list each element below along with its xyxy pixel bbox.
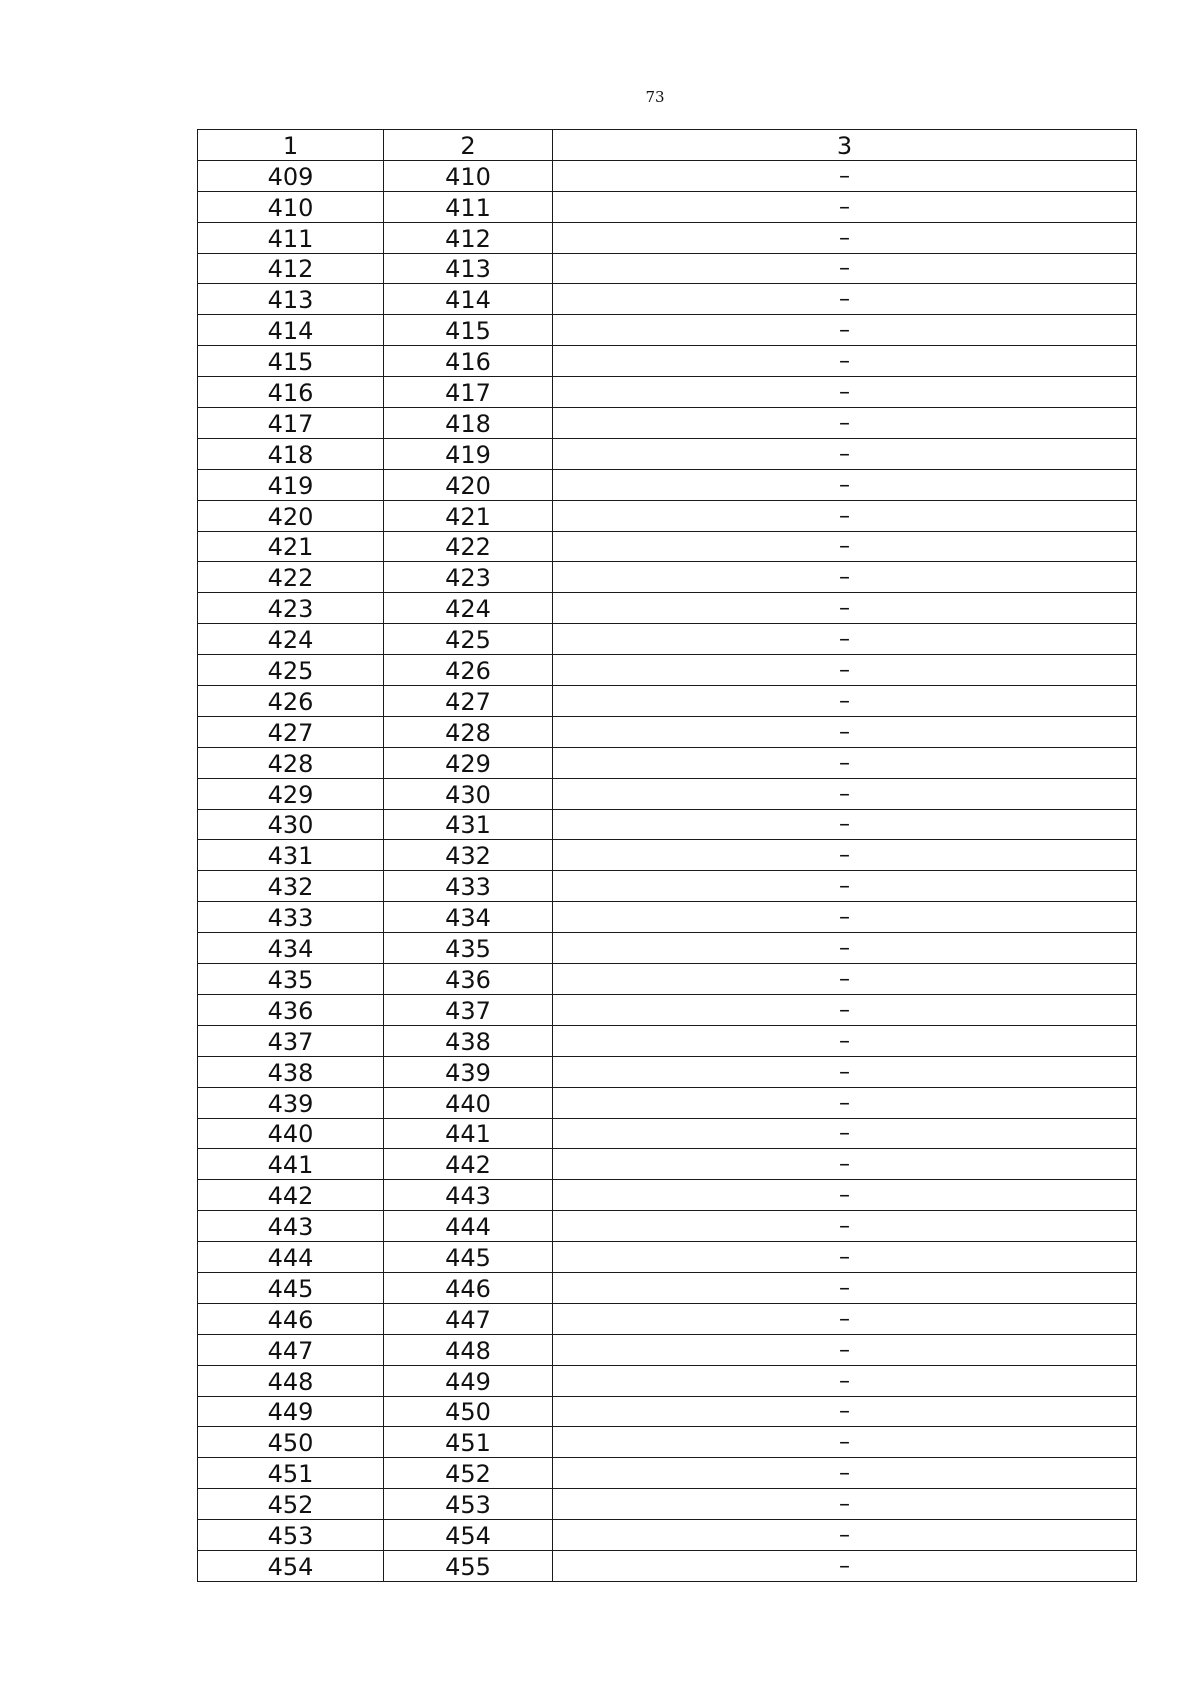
table-cell-col2: 448 [384, 1334, 553, 1365]
table-cell-col3: – [553, 593, 1137, 624]
table-cell-col3: – [553, 1056, 1137, 1087]
table-cell-col3: – [553, 655, 1137, 686]
table-cell-col3: – [553, 1272, 1137, 1303]
table-cell-col1: 448 [198, 1365, 384, 1396]
table-cell-col2: 438 [384, 1025, 553, 1056]
table-cell-col1: 412 [198, 253, 384, 284]
table-cell-col1: 444 [198, 1242, 384, 1273]
table-cell-col2: 449 [384, 1365, 553, 1396]
table-cell-col1: 441 [198, 1149, 384, 1180]
table-cell-col3: – [553, 1118, 1137, 1149]
table-cell-col3: – [553, 438, 1137, 469]
table-row [198, 840, 1137, 871]
table-cell-col3: – [553, 964, 1137, 995]
document-table [197, 129, 1137, 1582]
table-cell-col1: 440 [198, 1118, 384, 1149]
table-cell-col3: – [553, 160, 1137, 191]
table-cell-col1: 430 [198, 809, 384, 840]
table-cell-col1: 433 [198, 902, 384, 933]
table-cell-col1: 418 [198, 438, 384, 469]
table-row [198, 1242, 1137, 1273]
table-cell-col3: – [553, 1242, 1137, 1273]
table-cell-col2: 421 [384, 500, 553, 531]
table-cell-col1: 416 [198, 377, 384, 408]
table-row [198, 1365, 1137, 1396]
table-row [198, 253, 1137, 284]
table-cell-col1: 419 [198, 469, 384, 500]
table-row [198, 902, 1137, 933]
table-row [198, 933, 1137, 964]
table-cell-col3: – [553, 716, 1137, 747]
table-cell-col1: 415 [198, 346, 384, 377]
table-cell-col2: 445 [384, 1242, 553, 1273]
table-cell-col1: 445 [198, 1272, 384, 1303]
table-cell-col1: 450 [198, 1427, 384, 1458]
table-row [198, 1118, 1137, 1149]
table-row [198, 500, 1137, 531]
table-cell-col3: – [553, 933, 1137, 964]
table-cell-col2: 442 [384, 1149, 553, 1180]
table-row [198, 778, 1137, 809]
table-cell-col1: 453 [198, 1520, 384, 1551]
table-cell-col3: – [553, 1180, 1137, 1211]
column-header-3: 3 [553, 130, 1137, 161]
table-row [198, 1427, 1137, 1458]
table-cell-col3: – [553, 1303, 1137, 1334]
table-cell-col1: 434 [198, 933, 384, 964]
table-cell-col2: 420 [384, 469, 553, 500]
table-cell-col3: – [553, 1550, 1137, 1581]
table-cell-col3: – [553, 469, 1137, 500]
table-cell-col1: 427 [198, 716, 384, 747]
table-row [198, 1303, 1137, 1334]
table-cell-col3: – [553, 191, 1137, 222]
table-cell-col2: 432 [384, 840, 553, 871]
table-cell-col2: 446 [384, 1272, 553, 1303]
table-cell-col3: – [553, 1458, 1137, 1489]
table-cell-col2: 412 [384, 222, 553, 253]
table-cell-col1: 423 [198, 593, 384, 624]
table-cell-col2: 437 [384, 994, 553, 1025]
table-row [198, 655, 1137, 686]
table-cell-col1: 417 [198, 408, 384, 439]
table-cell-col2: 451 [384, 1427, 553, 1458]
table-cell-col2: 415 [384, 315, 553, 346]
table-cell-col1: 425 [198, 655, 384, 686]
table-cell-col2: 453 [384, 1489, 553, 1520]
table-cell-col3: – [553, 346, 1137, 377]
table-cell-col1: 454 [198, 1550, 384, 1581]
table-cell-col3: – [553, 747, 1137, 778]
table-row [198, 593, 1137, 624]
table-cell-col3: – [553, 809, 1137, 840]
table-cell-col1: 435 [198, 964, 384, 995]
table-cell-col1: 414 [198, 315, 384, 346]
table-cell-col3: – [553, 1087, 1137, 1118]
table-cell-col3: – [553, 778, 1137, 809]
table-cell-col3: – [553, 624, 1137, 655]
table-cell-col3: – [553, 408, 1137, 439]
table-row [198, 1334, 1137, 1365]
table-cell-col1: 409 [198, 160, 384, 191]
table-row [198, 871, 1137, 902]
table-cell-col3: – [553, 902, 1137, 933]
table-cell-col1: 442 [198, 1180, 384, 1211]
table-cell-col2: 426 [384, 655, 553, 686]
table-cell-col2: 441 [384, 1118, 553, 1149]
table-cell-col3: – [553, 1149, 1137, 1180]
table-cell-col3: – [553, 1334, 1137, 1365]
table-cell-col3: – [553, 531, 1137, 562]
table-cell-col2: 455 [384, 1550, 553, 1581]
table-cell-col2: 452 [384, 1458, 553, 1489]
table-cell-col2: 434 [384, 902, 553, 933]
table-cell-col1: 429 [198, 778, 384, 809]
table-row [198, 284, 1137, 315]
table-row [198, 1396, 1137, 1427]
table-cell-col1: 413 [198, 284, 384, 315]
table-cell-col3: – [553, 1489, 1137, 1520]
table-row [198, 686, 1137, 717]
table-cell-col1: 411 [198, 222, 384, 253]
table-cell-col2: 430 [384, 778, 553, 809]
table-cell-col3: – [553, 500, 1137, 531]
table-cell-col1: 438 [198, 1056, 384, 1087]
table-row [198, 438, 1137, 469]
table-cell-col1: 443 [198, 1211, 384, 1242]
table-cell-col2: 433 [384, 871, 553, 902]
table-cell-col1: 422 [198, 562, 384, 593]
column-header-1: 1 [198, 130, 384, 161]
table-cell-col1: 439 [198, 1087, 384, 1118]
table-row [198, 222, 1137, 253]
table-cell-col2: 422 [384, 531, 553, 562]
table-cell-col1: 436 [198, 994, 384, 1025]
table-cell-col2: 444 [384, 1211, 553, 1242]
table-cell-col3: – [553, 284, 1137, 315]
table-cell-col2: 454 [384, 1520, 553, 1551]
table-cell-col1: 452 [198, 1489, 384, 1520]
table-cell-col3: – [553, 994, 1137, 1025]
table-cell-col2: 440 [384, 1087, 553, 1118]
table-cell-col1: 421 [198, 531, 384, 562]
table-cell-col1: 426 [198, 686, 384, 717]
table-row [198, 562, 1137, 593]
table-cell-col2: 423 [384, 562, 553, 593]
table-cell-col2: 414 [384, 284, 553, 315]
table-cell-col2: 413 [384, 253, 553, 284]
table-row [198, 1272, 1137, 1303]
table-cell-col2: 447 [384, 1303, 553, 1334]
table-row [198, 1087, 1137, 1118]
table-cell-col3: – [553, 686, 1137, 717]
table-row [198, 1025, 1137, 1056]
table-cell-col2: 428 [384, 716, 553, 747]
table-cell-col1: 420 [198, 500, 384, 531]
table-cell-col2: 425 [384, 624, 553, 655]
table-cell-col2: 418 [384, 408, 553, 439]
table-row [198, 747, 1137, 778]
table-row [198, 531, 1137, 562]
table-cell-col3: – [553, 871, 1137, 902]
table-row [198, 964, 1137, 995]
table-cell-col3: – [553, 562, 1137, 593]
table-row [198, 160, 1137, 191]
table-row [198, 469, 1137, 500]
table-row [198, 377, 1137, 408]
table-cell-col2: 419 [384, 438, 553, 469]
table-cell-col1: 432 [198, 871, 384, 902]
table-cell-col1: 428 [198, 747, 384, 778]
table-header-row [198, 130, 1137, 161]
table-cell-col2: 436 [384, 964, 553, 995]
table-cell-col3: – [553, 315, 1137, 346]
table-row [198, 1180, 1137, 1211]
table-cell-col3: – [553, 1365, 1137, 1396]
table-cell-col2: 411 [384, 191, 553, 222]
table-cell-col3: – [553, 1520, 1137, 1551]
table-cell-col3: – [553, 1427, 1137, 1458]
table-cell-col1: 447 [198, 1334, 384, 1365]
table-row [198, 315, 1137, 346]
table-row [198, 1149, 1137, 1180]
table-cell-col2: 439 [384, 1056, 553, 1087]
table-cell-col1: 449 [198, 1396, 384, 1427]
table-row [198, 1458, 1137, 1489]
table-cell-col2: 416 [384, 346, 553, 377]
table-row [198, 1211, 1137, 1242]
table-cell-col3: – [553, 222, 1137, 253]
table-row [198, 408, 1137, 439]
table-cell-col2: 450 [384, 1396, 553, 1427]
table-cell-col2: 427 [384, 686, 553, 717]
table-row [198, 809, 1137, 840]
table-cell-col3: – [553, 1396, 1137, 1427]
table-cell-col1: 437 [198, 1025, 384, 1056]
table-cell-col3: – [553, 377, 1137, 408]
table-row [198, 1550, 1137, 1581]
table-cell-col3: – [553, 840, 1137, 871]
table-cell-col2: 410 [384, 160, 553, 191]
table-cell-col2: 424 [384, 593, 553, 624]
table-row [198, 994, 1137, 1025]
table-row [198, 346, 1137, 377]
table-row [198, 1489, 1137, 1520]
table-cell-col2: 417 [384, 377, 553, 408]
column-header-2: 2 [384, 130, 553, 161]
page-number: 73 [645, 88, 665, 106]
table-cell-col1: 431 [198, 840, 384, 871]
table-cell-col1: 410 [198, 191, 384, 222]
table-body [198, 130, 1137, 1582]
table-cell-col1: 451 [198, 1458, 384, 1489]
table-row [198, 716, 1137, 747]
table-cell-col2: 431 [384, 809, 553, 840]
table-cell-col3: – [553, 253, 1137, 284]
table-row [198, 191, 1137, 222]
table-cell-col2: 429 [384, 747, 553, 778]
table-cell-col2: 435 [384, 933, 553, 964]
table-row [198, 1520, 1137, 1551]
table-cell-col2: 443 [384, 1180, 553, 1211]
table-row [198, 1056, 1137, 1087]
table-cell-col1: 424 [198, 624, 384, 655]
table-cell-col1: 446 [198, 1303, 384, 1334]
table-cell-col3: – [553, 1211, 1137, 1242]
table-cell-col3: – [553, 1025, 1137, 1056]
table-row [198, 624, 1137, 655]
